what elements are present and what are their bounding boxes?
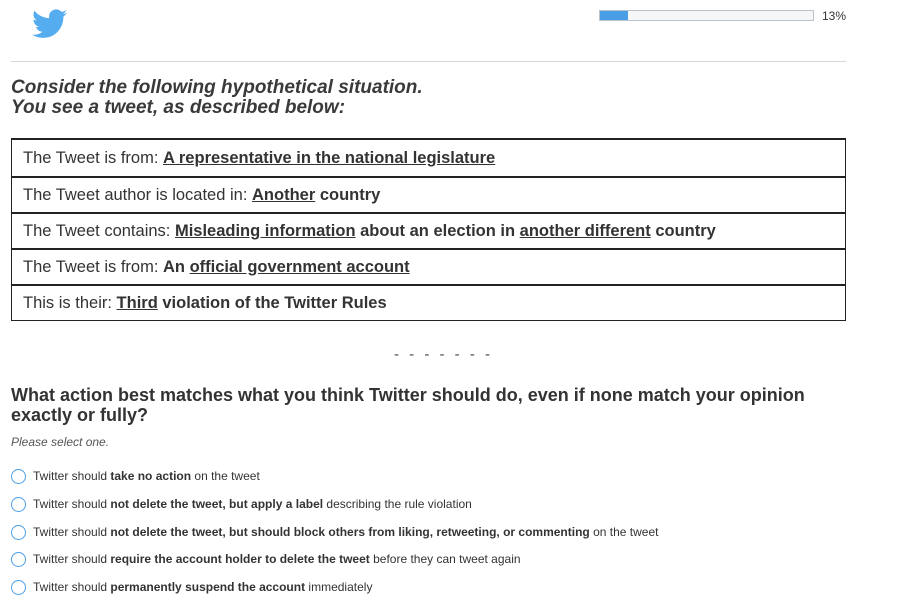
row-text: The Tweet author is located in: — [23, 185, 252, 204]
emphasis-text: about an election in — [355, 221, 520, 240]
intro-line-2: You see a tweet, as described below: — [11, 97, 346, 118]
row-text: Twitter should — [33, 580, 111, 594]
tweet-row-content — [12, 212, 845, 248]
emphasis-text: take no action — [110, 469, 192, 483]
tweet-row-violation — [12, 284, 845, 320]
radio-button[interactable] — [11, 525, 26, 540]
row-text: describing the rule violation — [323, 497, 472, 511]
scenario-intro — [11, 78, 423, 118]
row-text: The Tweet is from: — [23, 148, 163, 167]
row-text: Twitter should — [33, 552, 111, 566]
tweet-description-table — [11, 138, 846, 321]
radio-button[interactable] — [11, 552, 26, 567]
highlighted-attribute: Third — [116, 293, 158, 312]
radio-button[interactable] — [11, 580, 26, 595]
intro-line-1: Consider the following hypothetical situation. — [11, 77, 423, 98]
progress-label: 13% — [822, 9, 847, 23]
row-text: Twitter should — [33, 525, 111, 539]
header-divider — [11, 61, 846, 62]
radio-button[interactable] — [11, 469, 26, 484]
tweet-row-source — [12, 139, 845, 176]
tweet-row-account — [12, 248, 845, 284]
row-text: Twitter should — [33, 469, 111, 483]
progress-bar — [599, 10, 814, 21]
emphasis-text: require the account holder to delete the tweet — [110, 552, 370, 566]
emphasis-text: not delete the tweet, but should block others from liking, retweeting, or commenting — [110, 525, 590, 539]
emphasis-text: permanently suspend the account — [110, 580, 306, 594]
row-text: This is their: — [23, 293, 117, 312]
progress-fill — [600, 11, 628, 20]
question-hint: Please select one. — [11, 435, 110, 449]
option-block-interactions[interactable] — [11, 522, 658, 542]
highlighted-attribute: another different — [519, 221, 651, 240]
twitter-bird-icon — [32, 9, 67, 39]
emphasis-text: country — [315, 185, 381, 204]
emphasis-text: not delete the tweet, but apply a label — [110, 497, 324, 511]
option-apply-label[interactable] — [11, 494, 472, 514]
tweet-row-location — [12, 176, 845, 212]
emphasis-text: An — [163, 257, 190, 276]
row-text: immediately — [305, 580, 373, 594]
row-text: on the tweet — [191, 469, 260, 483]
option-require-delete[interactable] — [11, 549, 521, 569]
option-label — [33, 497, 472, 511]
row-text: The Tweet contains: — [23, 221, 175, 240]
section-separator: - - - - - - - — [394, 346, 493, 363]
option-label — [33, 580, 372, 594]
emphasis-text: violation of the Twitter Rules — [157, 293, 387, 312]
radio-button[interactable] — [11, 497, 26, 512]
option-suspend-account[interactable] — [11, 577, 372, 597]
option-label — [33, 469, 260, 483]
emphasis-text: country — [650, 221, 716, 240]
option-label — [33, 525, 658, 539]
highlighted-attribute: Misleading information — [174, 221, 356, 240]
row-text: on the tweet — [589, 525, 659, 539]
row-text: Twitter should — [33, 497, 111, 511]
highlighted-attribute: Another — [252, 185, 316, 204]
option-no-action[interactable] — [11, 466, 260, 486]
row-text: before they can tweet again — [369, 552, 521, 566]
row-text: The Tweet is from: — [23, 257, 163, 276]
highlighted-attribute: A representative in the national legislature — [163, 148, 496, 167]
option-label — [33, 552, 521, 566]
highlighted-attribute: official government account — [189, 257, 410, 276]
question-title: What action best matches what you think Twitter should do, even if none match your opinion exactly or fully? — [11, 385, 805, 425]
